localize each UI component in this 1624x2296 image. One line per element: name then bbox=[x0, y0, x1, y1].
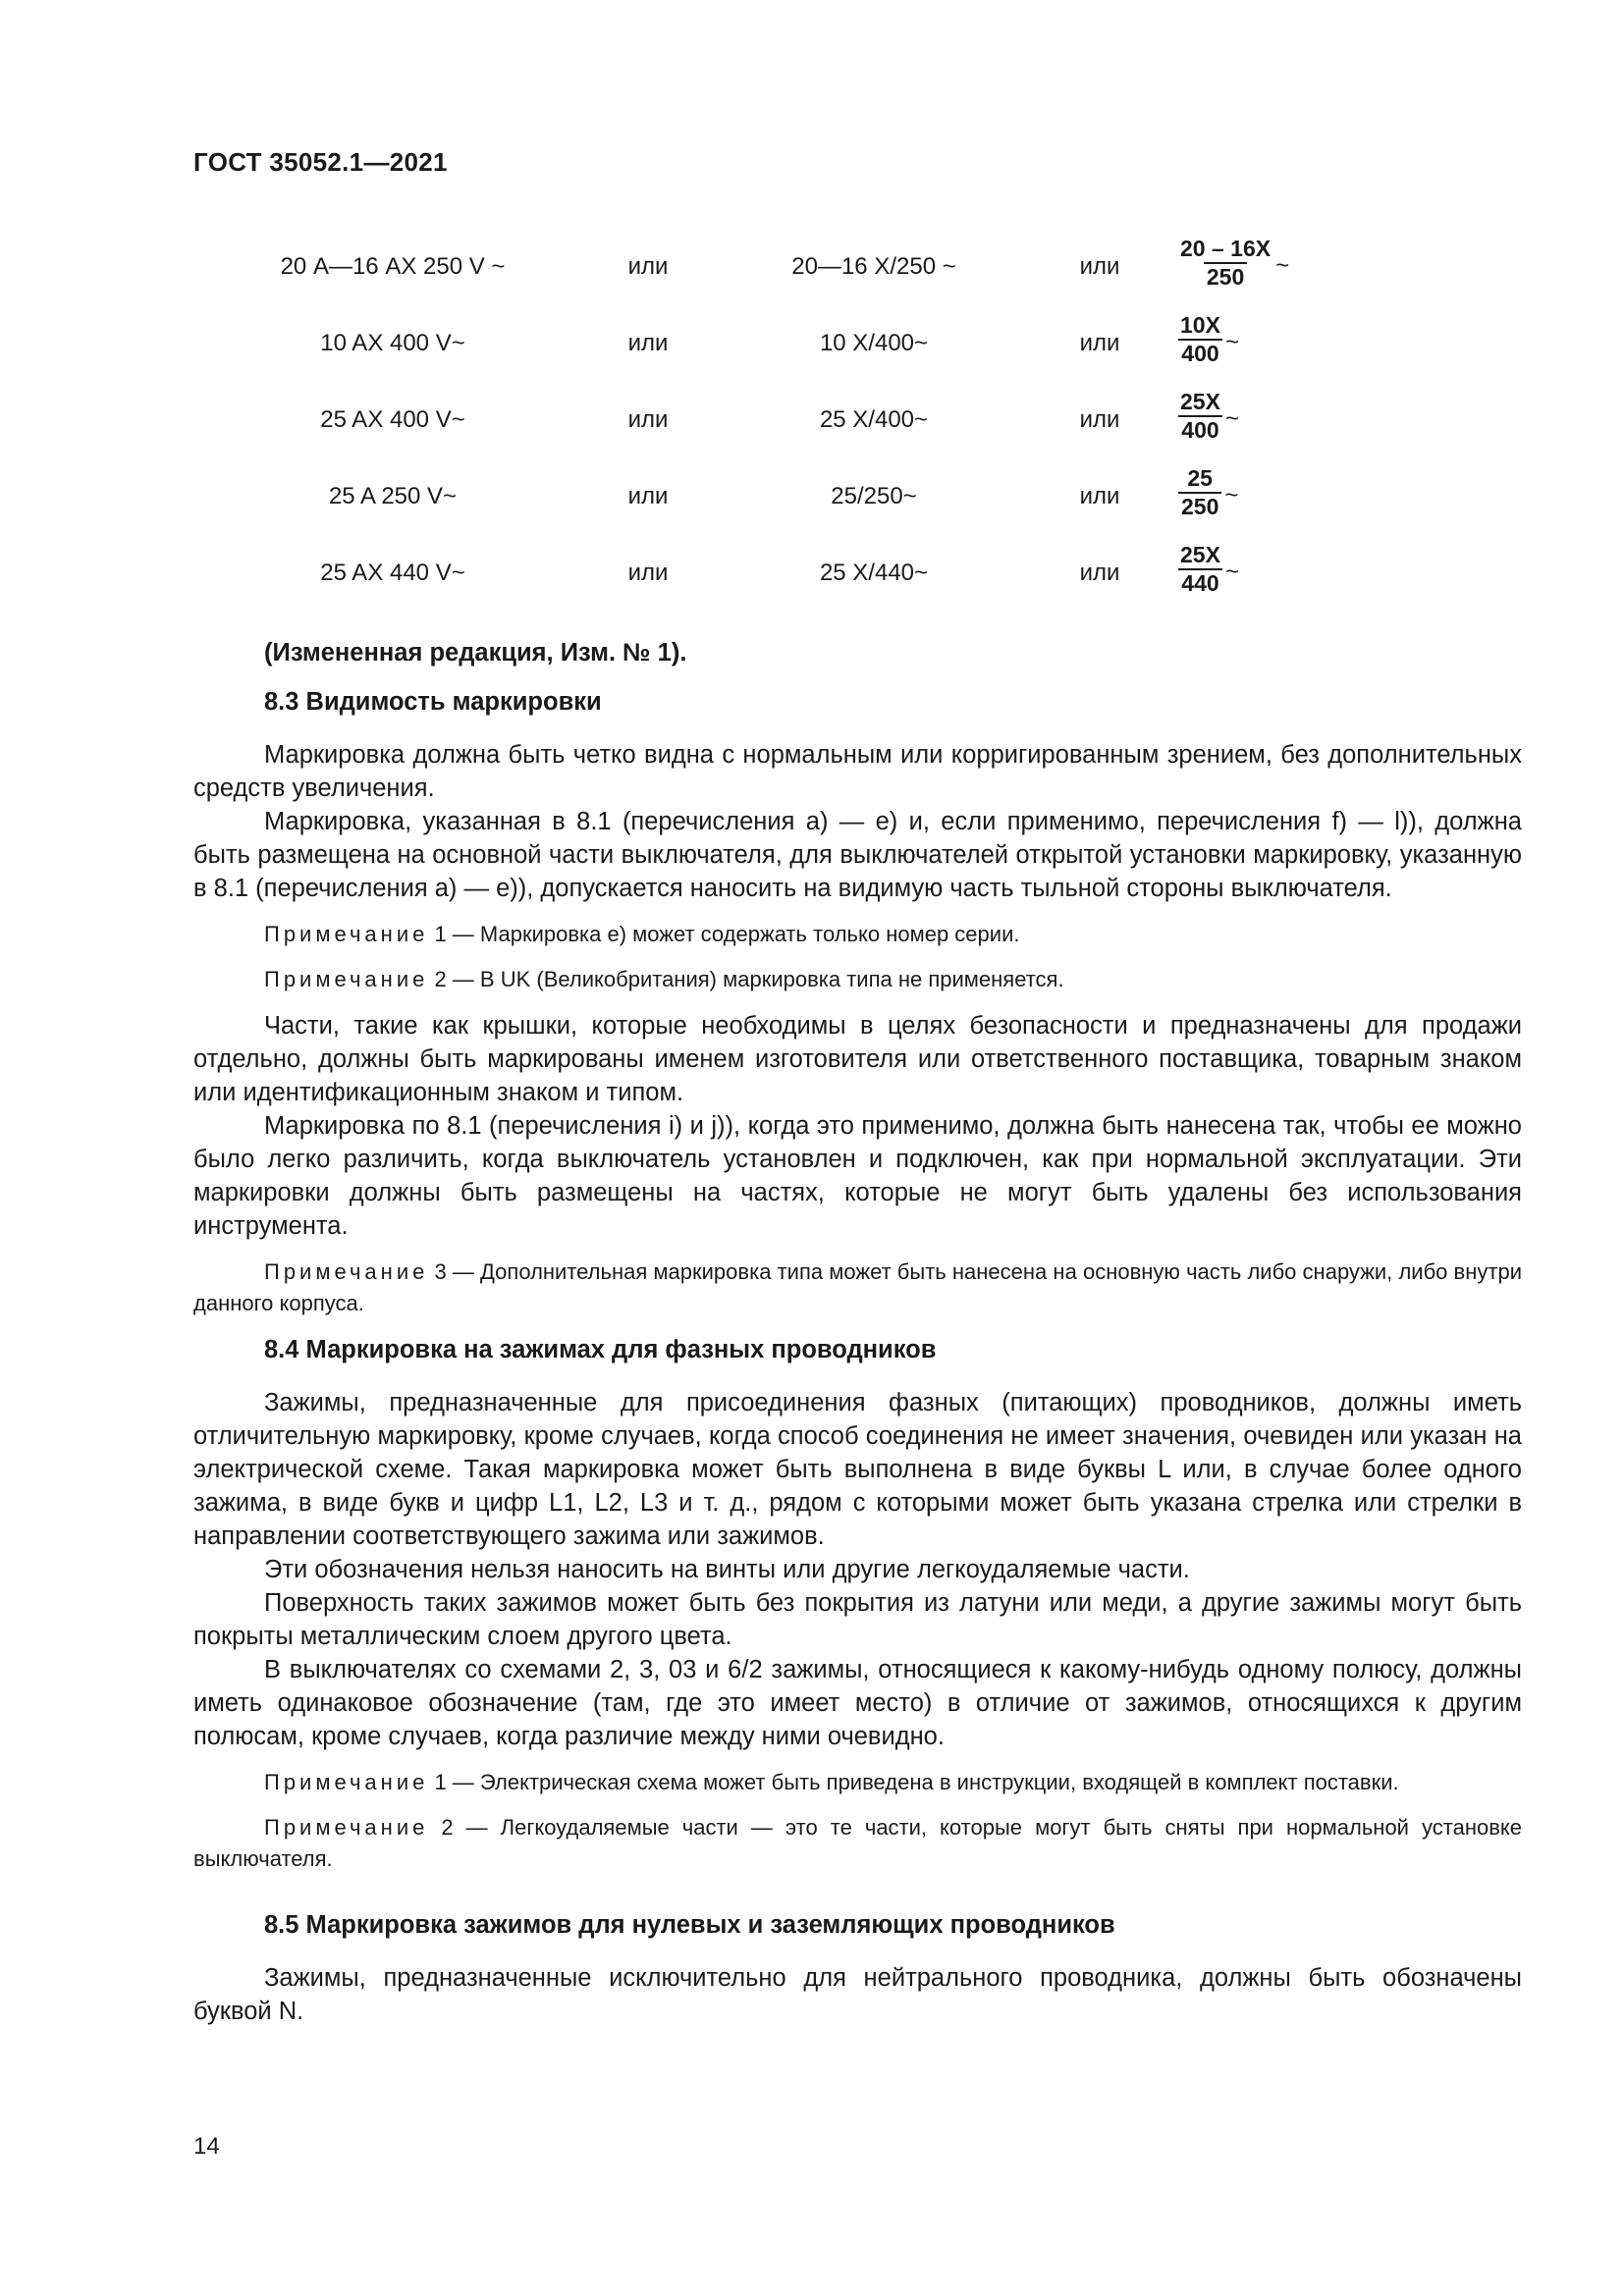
section-heading-8-4: 8.4 Маркировка на зажимах для фазных проводников bbox=[264, 1336, 937, 1363]
fraction-denominator: 400 bbox=[1178, 415, 1221, 444]
marking-row bbox=[196, 236, 1375, 294]
marking-row bbox=[196, 465, 1375, 524]
ac-symbol: ~ bbox=[1224, 559, 1239, 585]
note-text: 1 — Электрическая схема может быть приведена в инструкции, входящей в комплект поставки. bbox=[428, 1770, 1399, 1794]
marking-row bbox=[196, 389, 1375, 448]
note-text: 2 — В UK (Великобритания) маркировка типа не применяется. bbox=[428, 967, 1064, 991]
fraction-numerator: 25X bbox=[1180, 542, 1220, 567]
marking-fraction bbox=[1178, 312, 1239, 367]
or-word: или bbox=[1079, 406, 1120, 433]
or-word: или bbox=[1079, 253, 1120, 280]
note bbox=[193, 964, 1522, 995]
ac-symbol: ~ bbox=[1224, 482, 1239, 508]
document-header: ГОСТ 35052.1—2021 bbox=[193, 147, 448, 177]
document-body bbox=[193, 636, 1522, 2028]
fraction-numerator: 25 bbox=[1187, 465, 1213, 491]
note bbox=[193, 1256, 1522, 1319]
marking-ac: 25 AX 400 V~ bbox=[320, 406, 465, 433]
fraction-denominator: 250 bbox=[1204, 262, 1247, 291]
fraction-numerator: 25X bbox=[1180, 389, 1220, 414]
marking-short: 25 X/440~ bbox=[819, 560, 929, 586]
section-heading-8-3: 8.3 Видимость маркировки bbox=[264, 688, 602, 716]
fraction-denominator: 440 bbox=[1178, 568, 1221, 597]
note-label: Примечание bbox=[264, 1815, 429, 1840]
fraction-numerator: 20 – 16X bbox=[1180, 236, 1272, 261]
note-label: Примечание bbox=[264, 922, 429, 946]
paragraph: Эти обозначения нельзя наносить на винты или другие легкоудаляемые части. bbox=[264, 1556, 1190, 1583]
marking-ac: 25 AX 440 V~ bbox=[320, 560, 465, 586]
edition-note: (Измененная редакция, Изм. № 1). bbox=[264, 639, 687, 667]
note bbox=[193, 1812, 1522, 1875]
paragraph: Маркировка должна быть четко видна с нормальным или корригированным зрением, без дополнительных средств увеличения. bbox=[193, 741, 1522, 802]
marking-short: 25/250~ bbox=[831, 483, 917, 509]
or-word: или bbox=[627, 406, 669, 433]
marking-fraction bbox=[1178, 389, 1239, 444]
ac-symbol: ~ bbox=[1224, 329, 1239, 355]
paragraph: Маркировка, указанная в 8.1 (перечисления a) — e) и, если применимо, перечисления f) — l)), должна быть размещена на основной части выключателя, для выключателей открытой установки маркировку, указанную в 8.1 (перечисления a) — e)), допускается наносить на видимую часть тыльной стороны выключателя. bbox=[193, 808, 1522, 902]
marking-ac: 25 A 250 V~ bbox=[328, 483, 458, 509]
ac-symbol: ~ bbox=[1275, 252, 1290, 279]
marking-short: 10 X/400~ bbox=[819, 330, 929, 356]
marking-fraction bbox=[1178, 542, 1239, 597]
fraction-denominator: 400 bbox=[1178, 339, 1221, 367]
or-word: или bbox=[1079, 560, 1120, 586]
or-word: или bbox=[627, 560, 669, 586]
or-word: или bbox=[1079, 483, 1120, 509]
fraction-numerator: 10X bbox=[1180, 312, 1220, 338]
marking-ac: 10 AX 400 V~ bbox=[320, 330, 465, 356]
note-text: 2 — Легкоудаляемые части — это те части, которые могут быть сняты при нормальной установке выключателя. bbox=[193, 1815, 1522, 1871]
note-label: Примечание bbox=[264, 1770, 429, 1794]
note-label: Примечание bbox=[264, 967, 429, 991]
paragraph: Маркировка по 8.1 (перечисления i) и j)), когда это применимо, должна быть нанесена так, чтобы ее можно было легко различить, когда выключатель установлен и подключен, как при нормальной эксплуатации. Эти маркировки должны быть размещены на частях, которые не могут быть удалены без использования инструмента. bbox=[193, 1112, 1522, 1240]
marking-short: 25 X/400~ bbox=[819, 406, 929, 433]
marking-short: 20—16 X/250 ~ bbox=[791, 253, 956, 280]
section-heading-8-5: 8.5 Маркировка зажимов для нулевых и заземляющих проводников bbox=[264, 1911, 1115, 1939]
marking-fraction bbox=[1178, 465, 1238, 520]
note bbox=[193, 919, 1522, 950]
marking-row bbox=[196, 542, 1375, 601]
marking-fraction bbox=[1178, 236, 1289, 291]
paragraph: Поверхность таких зажимов может быть без покрытия из латуни или меди, а другие зажимы могут быть покрыты металлическим слоем другого цвета. bbox=[193, 1589, 1522, 1650]
fraction-denominator: 250 bbox=[1178, 492, 1221, 520]
note-label: Примечание bbox=[264, 1259, 429, 1284]
ac-symbol: ~ bbox=[1224, 405, 1239, 432]
or-word: или bbox=[1079, 330, 1120, 356]
paragraph: Зажимы, предназначенные исключительно для нейтрального проводника, должны быть обозначены буквой N. bbox=[193, 1964, 1522, 2025]
or-word: или bbox=[627, 483, 669, 509]
or-word: или bbox=[627, 253, 669, 280]
note-text: 1 — Маркировка e) может содержать только номер серии. bbox=[428, 922, 1020, 946]
marking-row bbox=[196, 312, 1375, 371]
paragraph: В выключателях со схемами 2, 3, 03 и 6/2 зажимы, относящиеся к какому-нибудь одному полюсу, должны иметь одинаковое обозначение (там, где это имеет место) в отличие от зажимов, относящихся к другим полюсам, кроме случаев, когда различие между ними очевидно. bbox=[193, 1656, 1522, 1750]
note bbox=[193, 1767, 1522, 1798]
page-number: 14 bbox=[193, 2133, 220, 2160]
or-word: или bbox=[627, 330, 669, 356]
paragraph: Зажимы, предназначенные для присоединения фазных (питающих) проводников, должны иметь отличительную маркировку, кроме случаев, когда способ соединения не имеет значения, очевиден или указан на электрической схеме. Такая маркировка может быть выполнена в виде буквы L или, в случае более одного зажима, в виде букв и цифр L1, L2, L3 и т. д., рядом с которыми может быть указана стрелка или стрелки в направлении соответствующего зажима или зажимов. bbox=[193, 1389, 1522, 1550]
marking-ac: 20 А—16 АХ 250 V ~ bbox=[280, 253, 506, 280]
note-text: 3 — Дополнительная маркировка типа может быть нанесена на основную часть либо снаружи, либо внутри данного корпуса. bbox=[193, 1259, 1522, 1315]
paragraph: Части, такие как крышки, которые необходимы в целях безопасности и предназначены для продажи отдельно, должны быть маркированы именем изготовителя или ответственного поставщика, товарным знаком или идентификационным знаком и типом. bbox=[193, 1012, 1522, 1106]
